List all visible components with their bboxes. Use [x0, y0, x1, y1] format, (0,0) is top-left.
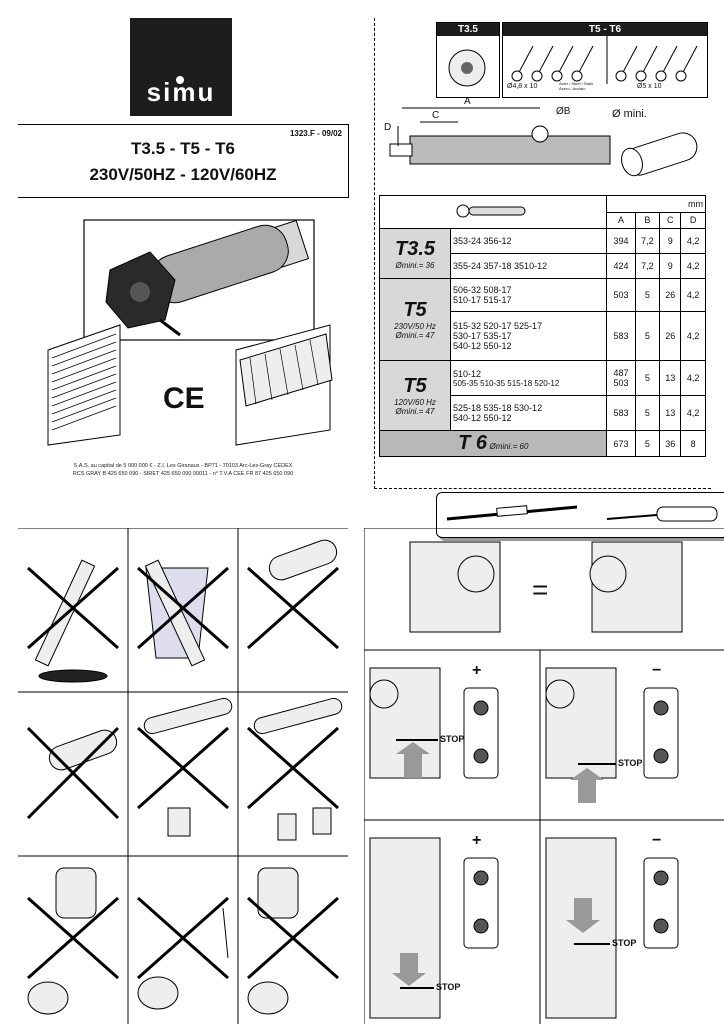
header-d: D [681, 212, 706, 229]
t35-row1-d: 4,2 [681, 229, 706, 254]
fixing-t5t6-box [502, 22, 708, 98]
limit-setting-grid [364, 528, 724, 1024]
unit-cell: mm [607, 196, 706, 213]
header-a: A [607, 212, 635, 229]
t5-120-row1-a: 487 503 [607, 361, 635, 396]
simu-logo [130, 18, 232, 116]
t35-clip-icon [437, 36, 499, 96]
t5-230-row1-c: 26 [660, 279, 681, 312]
screw-large-label: Ø5 x 10 [637, 83, 662, 90]
motor-icon [453, 201, 533, 221]
screws-icon [503, 36, 707, 84]
awning-icon [236, 325, 332, 445]
tube-min-label: Ø mini. [612, 108, 647, 120]
t5-230-row2-c: 26 [660, 312, 681, 361]
model-t6: T 6 [458, 432, 487, 454]
model-t5-230-cell [380, 279, 451, 361]
model-t35-cell [380, 229, 451, 279]
dimension-drawing [380, 96, 710, 191]
model-t5-120-cell [380, 361, 451, 431]
t5-120-row1-c: 13 [660, 361, 681, 396]
warning-grid [18, 528, 348, 1024]
t5-230-row2-a: 583 [607, 312, 635, 361]
model-t5-120-note: 120V/60 Hz [394, 398, 436, 407]
product-illustration [40, 210, 340, 455]
t35-row2-b: 7,2 [635, 254, 660, 279]
t5-120-row2-b: 5 [635, 396, 660, 431]
t6-a: 673 [607, 431, 635, 457]
t35-row1-a: 394 [607, 229, 635, 254]
equals-sign: = [532, 574, 549, 605]
minus-icon: − [652, 662, 662, 679]
model-t5-230-note: 230V/50 Hz [394, 322, 436, 331]
t6-b: 5 [635, 431, 660, 457]
t5-120-row2-d: 4,2 [681, 396, 706, 431]
t5-230-row1-refs: 506-32 508-17 510-17 515-17 [451, 279, 607, 312]
t5-230-row1-d: 4,2 [681, 279, 706, 312]
header-b: B [635, 212, 660, 229]
t6-c: 36 [660, 431, 681, 457]
t5-120-row1-d: 4,2 [681, 361, 706, 396]
logo-text: simu [146, 77, 216, 107]
plus-icon: + [472, 662, 482, 679]
t5-230-row1-a: 503 [607, 279, 635, 312]
screw-material: Acier / Steel / Stahl Acero / Acciaio [559, 81, 594, 91]
t5-230-row2-b: 5 [635, 312, 660, 361]
screw-small-label: Ø4,8 x 10 [507, 83, 538, 90]
model-t5-120-omini: Ømini.= 47 [395, 407, 435, 416]
legal-line-1: S.A.S. au capital de 5 000 000 € - Z.I. Les Giranaux - BP71 - 70103 Arc-Les-Gray CEDEX [73, 463, 293, 469]
ce-mark: CE [163, 382, 205, 415]
t5-120-row1-refs: 510-12 505-35 510-35 515-18 520-12 [451, 361, 607, 396]
legal-text [18, 462, 348, 478]
fixing-t5t6-label: T5 - T6 [503, 23, 707, 36]
roller-shutter-icon [48, 325, 120, 445]
header-c: C [660, 212, 681, 229]
t6-d: 8 [681, 431, 706, 457]
legal-line-2: RCS GRAY B 425 650 090 - SIRET 425 650 090 00011 - n° T.V.A CEE FR 87 425 650 090 [72, 471, 294, 477]
t5-120-row1-b: 5 [635, 361, 660, 396]
t5-120-row2-refs: 525-18 535-18 530-12 540-12 550-12 [451, 396, 607, 431]
t35-row2-c: 9 [660, 254, 681, 279]
title-box [18, 124, 349, 198]
model-t5-120: T5 [403, 375, 427, 397]
model-t5-230-omini: Ømini.= 47 [395, 331, 435, 340]
stop-label-3: STOP [436, 982, 461, 992]
model-t35-omini: Ømini.= 36 [395, 260, 435, 270]
plus-icon-2: + [472, 832, 482, 849]
fixing-t35-label: T3.5 [437, 23, 499, 36]
t35-row2-a: 424 [607, 254, 635, 279]
doc-ref: 1323.F - 09/02 [289, 129, 342, 138]
t5-230-row2-refs: 515-32 520-17 525-17 530-17 535-17 540-12 550-12 [451, 312, 607, 361]
warning-illustrations [18, 528, 348, 1024]
t35-row1-c: 9 [660, 229, 681, 254]
t5-230-row1-b: 5 [635, 279, 660, 312]
spec-table [379, 195, 706, 457]
dim-b: ØB [556, 106, 571, 117]
t35-row2-refs: 355-24 357-18 3510-12 [451, 254, 607, 279]
t35-row1-refs: 353-24 356-12 [451, 229, 607, 254]
dim-d: D [384, 122, 392, 133]
fixing-t35-box [436, 22, 500, 98]
t5-120-row2-a: 583 [607, 396, 635, 431]
dim-c: C [432, 110, 440, 121]
model-t5-230: T5 [403, 299, 427, 321]
model-t6-cell [380, 431, 607, 457]
title-voltage: 230V/50HZ - 120V/60HZ [89, 165, 277, 184]
motor-icon-cell [380, 196, 607, 229]
stop-label-1: STOP [440, 734, 465, 744]
model-t6-omini: Ømini.= 60 [489, 442, 529, 451]
model-t35: T3.5 [394, 237, 436, 260]
tube-icon [618, 129, 700, 178]
t35-row1-b: 7,2 [635, 229, 660, 254]
t35-row2-d: 4,2 [681, 254, 706, 279]
t5-120-row2-c: 13 [660, 396, 681, 431]
stop-label-2: STOP [618, 758, 643, 768]
stop-label-4: STOP [612, 938, 637, 948]
title-models: T3.5 - T5 - T6 [131, 139, 235, 158]
t5-230-row2-d: 4,2 [681, 312, 706, 361]
dim-a: A [464, 96, 471, 107]
minus-icon-2: − [652, 832, 662, 849]
